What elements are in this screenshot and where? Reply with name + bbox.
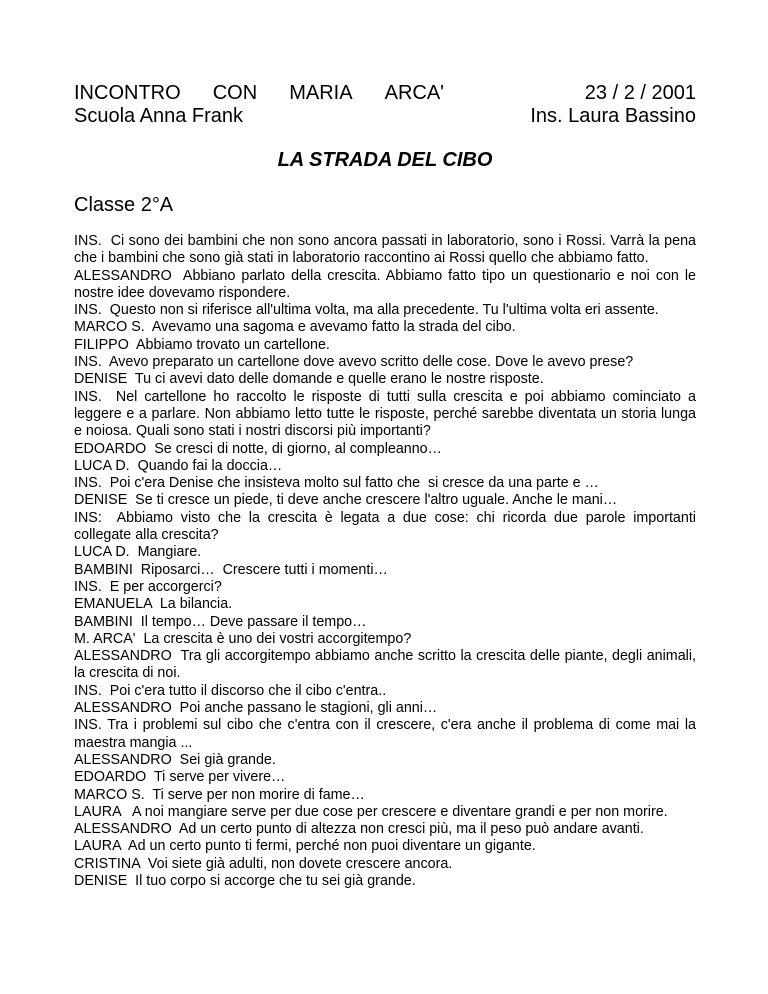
dialogue-text: Ad un certo punto di altezza non cresci più, ma il peso può andare avanti. bbox=[171, 821, 644, 838]
dialogue-line bbox=[74, 458, 696, 475]
speaker-name: M. ARCA' bbox=[74, 630, 136, 647]
dialogue-line bbox=[74, 337, 696, 354]
speaker-name: BAMBINI bbox=[74, 613, 133, 630]
dialogue-line bbox=[74, 388, 700, 441]
dialogue-line bbox=[74, 319, 696, 336]
dialogue-text: La crescita è uno dei vostri accorgitempo? bbox=[135, 630, 412, 647]
speaker-name: DENISE bbox=[74, 371, 128, 388]
header-row-2 bbox=[74, 105, 696, 128]
dialogue-line bbox=[74, 544, 696, 561]
dialogue-text: Avevamo una sagoma e avevamo fatto la strada del cibo. bbox=[144, 319, 516, 336]
dialogue-line bbox=[74, 838, 696, 855]
dialogue-line bbox=[74, 475, 696, 492]
dialogue-text: Il tempo… Deve passare il tempo… bbox=[132, 613, 367, 630]
dialogue-line bbox=[74, 492, 696, 509]
meeting-title-word: ARCA' bbox=[384, 82, 444, 104]
speaker-name: LUCA D. bbox=[74, 457, 130, 474]
dialogue-line bbox=[74, 787, 696, 804]
dialogue-line bbox=[74, 856, 696, 873]
dialogue-line bbox=[74, 683, 696, 700]
dialogue-text: Abbiamo visto che la crescita è legata a due cose: chi ricorda due parole importanti collegate alla crescita? bbox=[74, 509, 700, 544]
dialogue-line bbox=[74, 233, 700, 268]
speaker-name: ALESSANDRO bbox=[74, 700, 172, 717]
speaker-name: INS: bbox=[74, 509, 102, 526]
dialogue-line bbox=[74, 302, 696, 319]
dialogue-text: Voi siete già adulti, non dovete crescere ancora. bbox=[139, 855, 453, 872]
speaker-name: LAURA bbox=[74, 838, 121, 855]
speaker-name: CRISTINA bbox=[74, 855, 140, 872]
dialogue-line bbox=[74, 700, 696, 717]
dialogue-line bbox=[74, 354, 696, 371]
dialogue-text: Ti serve per vivere… bbox=[146, 769, 286, 786]
speaker-name: ALESSANDRO bbox=[74, 648, 172, 665]
meeting-title-word: INCONTRO bbox=[74, 82, 181, 104]
meeting-title-word: CON bbox=[212, 82, 258, 104]
dialogue-line bbox=[74, 769, 696, 786]
class-heading: Classe 2°A bbox=[74, 194, 174, 216]
speaker-name: ALESSANDRO bbox=[74, 821, 172, 838]
dialogue-line bbox=[74, 562, 696, 579]
dialogue-line bbox=[74, 371, 696, 388]
dialogue-text: Poi c'era tutto il discorso che il cibo c'entra.. bbox=[101, 682, 387, 699]
speaker-name: INS. bbox=[74, 717, 102, 734]
dialogue-transcript bbox=[74, 233, 700, 890]
header-row-1 bbox=[74, 82, 696, 105]
speaker-name: MARCO S. bbox=[74, 319, 145, 336]
dialogue-text: Avevo preparato un cartellone dove avevo scritto delle cose. Dove le avevo prese? bbox=[101, 354, 634, 371]
dialogue-line bbox=[74, 752, 696, 769]
dialogue-text: Ci sono dei bambini che non sono ancora passati in laboratorio, sono i Rossi. Varrà la pena che i bambini che sono già stati in laboratorio raccontino ai Rossi quello che abbiamo fatto. bbox=[74, 233, 700, 267]
document-header bbox=[74, 82, 696, 128]
dialogue-text: Sei già grande. bbox=[171, 751, 276, 768]
speaker-name: EDOARDO bbox=[74, 769, 147, 786]
dialogue-line bbox=[74, 596, 696, 613]
speaker-name: INS. bbox=[74, 388, 102, 405]
dialogue-text: A noi mangiare serve per due cose per crescere e diventare grandi e per non morire. bbox=[120, 803, 668, 820]
teacher-name: Ins. Laura Bassino bbox=[530, 105, 696, 127]
dialogue-text: Riposarci… Crescere tutti i momenti… bbox=[132, 561, 388, 578]
speaker-name: ALESSANDRO bbox=[74, 751, 172, 768]
speaker-name: LAURA bbox=[74, 803, 121, 820]
school-name: Scuola Anna Frank bbox=[74, 105, 243, 127]
dialogue-text: Il tuo corpo si accorge che tu sei già grande. bbox=[127, 872, 416, 889]
speaker-name: INS. bbox=[74, 578, 102, 595]
dialogue-text: E per accorgerci? bbox=[101, 578, 222, 595]
dialogue-line bbox=[74, 614, 696, 631]
dialogue-line bbox=[74, 579, 696, 596]
meeting-title bbox=[74, 82, 444, 105]
dialogue-text: Nel cartellone ho raccolto le risposte di tutti sulla crescita e poi abbiamo cominciato a leggere e a parlare. Non abbiamo letto tutte le risposte, perché sarebbe diventata un storia lunga e noiosa. Quali sono stati i nostri discorsi più importanti? bbox=[74, 388, 700, 440]
dialogue-text: Ad un certo punto ti fermi, perché non puoi diventare un gigante. bbox=[120, 838, 536, 855]
dialogue-line bbox=[74, 821, 696, 838]
dialogue-text: Questo non si riferisce all'ultima volta, ma alla precedente. Tu l'ultima volta eri assente. bbox=[101, 302, 659, 319]
dialogue-text: Se cresci di notte, di giorno, al compleanno… bbox=[146, 440, 442, 457]
speaker-name: INS. bbox=[74, 682, 102, 699]
dialogue-text: Abbiano parlato della crescita. Abbiamo fatto tipo un questionario e noi con le nostre idee dovevamo rispondere. bbox=[74, 267, 700, 301]
dialogue-line bbox=[74, 873, 696, 890]
speaker-name: EMANUELA bbox=[74, 596, 152, 613]
dialogue-line bbox=[74, 648, 700, 683]
document-title: LA STRADA DEL CIBO bbox=[277, 149, 493, 171]
dialogue-line bbox=[74, 631, 696, 648]
speaker-name: DENISE bbox=[74, 872, 128, 889]
speaker-name: INS. bbox=[74, 233, 102, 249]
speaker-name: INS. bbox=[74, 302, 102, 319]
dialogue-text: Tu ci avevi dato delle domande e quelle erano le nostre risposte. bbox=[127, 371, 544, 388]
speaker-name: INS. bbox=[74, 354, 102, 371]
speaker-name: FILIPPO bbox=[74, 336, 129, 353]
dialogue-line bbox=[74, 267, 700, 303]
dialogue-text: Poi anche passano le stagioni, gli anni… bbox=[171, 700, 438, 717]
dialogue-line bbox=[74, 509, 700, 545]
speaker-name: BAMBINI bbox=[74, 561, 133, 578]
dialogue-line bbox=[74, 717, 700, 752]
dialogue-text: Abbiamo trovato un cartellone. bbox=[128, 336, 330, 353]
meeting-title-word: MARIA bbox=[289, 82, 353, 104]
dialogue-text: Se ti cresce un piede, ti deve anche crescere l'altro uguale. Anche le mani… bbox=[127, 492, 618, 509]
dialogue-text: Ti serve per non morire di fame… bbox=[144, 786, 365, 803]
speaker-name: LUCA D. bbox=[74, 544, 130, 561]
dialogue-line bbox=[74, 804, 696, 821]
dialogue-text: Quando fai la doccia… bbox=[129, 457, 283, 474]
speaker-name: ALESSANDRO bbox=[74, 267, 172, 284]
dialogue-text: Tra gli accorgitempo abbiamo anche scritto la crescita delle piante, degli animali, la crescita di noi. bbox=[74, 648, 700, 682]
dialogue-text: Tra i problemi sul cibo che c'entra con il crescere, c'era anche il problema di come mai la maestra mangia ... bbox=[74, 717, 700, 751]
dialogue-text: Poi c'era Denise che insisteva molto sul fatto che si cresce da una parte e … bbox=[101, 475, 599, 492]
dialogue-text: La bilancia. bbox=[151, 596, 233, 613]
speaker-name: MARCO S. bbox=[74, 786, 145, 803]
speaker-name: DENISE bbox=[74, 492, 128, 509]
dialogue-line bbox=[74, 441, 696, 458]
meeting-date: 23 / 2 / 2001 bbox=[584, 82, 696, 104]
speaker-name: INS. bbox=[74, 475, 102, 492]
speaker-name: EDOARDO bbox=[74, 440, 147, 457]
dialogue-text: Mangiare. bbox=[129, 544, 202, 561]
